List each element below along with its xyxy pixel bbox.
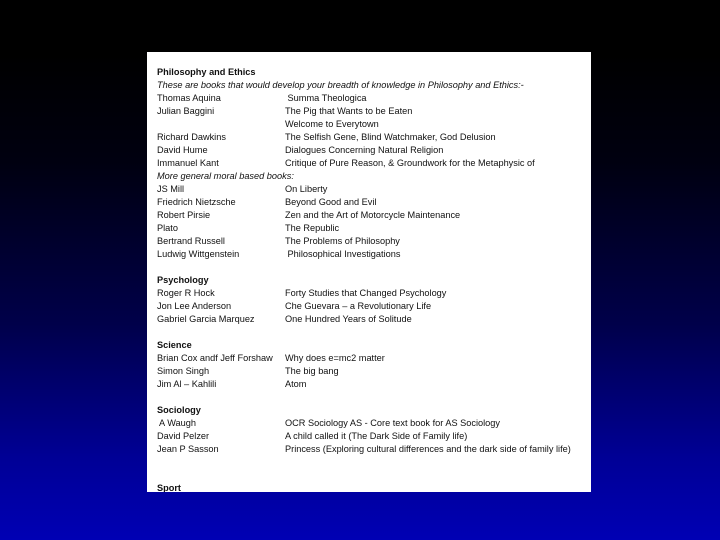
- book-title: The Republic: [285, 223, 340, 233]
- book-author: Jean P Sasson: [157, 444, 219, 454]
- book-author: Plato: [157, 223, 178, 233]
- book-row: [157, 443, 587, 469]
- book-title: Why does e=mc2 matter: [285, 353, 385, 363]
- book-author: Friedrich Nietzsche: [157, 197, 236, 207]
- book-title: Welcome to Everytown: [285, 119, 379, 129]
- section-heading-science: Science: [157, 340, 192, 350]
- book-row: [157, 92, 587, 105]
- section-spacer: [157, 261, 587, 274]
- book-title: The Selfish Gene, Blind Watchmaker, God Delusion: [285, 132, 496, 142]
- book-title: Philosophical Investigations: [285, 249, 401, 259]
- book-title: OCR Sociology AS - Core text book for AS Sociology: [285, 418, 500, 428]
- book-author: Julian Baggini: [157, 106, 215, 116]
- book-row: [157, 105, 587, 118]
- book-author: A Waugh: [157, 418, 196, 428]
- book-title: A child called it (The Dark Side of Family life): [285, 431, 468, 441]
- book-author: Robert Pirsie: [157, 210, 211, 220]
- book-row: [157, 352, 587, 365]
- reading-list: [157, 66, 587, 492]
- book-author: Richard Dawkins: [157, 132, 226, 142]
- book-author: Jim Al – Kahlili: [157, 379, 217, 389]
- book-author: Bertrand Russell: [157, 236, 225, 246]
- section-heading-sport: Sport: [157, 483, 181, 492]
- book-row: [157, 118, 587, 131]
- book-title: Zen and the Art of Motorcycle Maintenance: [285, 210, 461, 220]
- book-author: JS Mill: [157, 184, 185, 194]
- book-title: Beyond Good and Evil: [285, 197, 377, 207]
- section-spacer: [157, 469, 587, 482]
- book-row: [157, 157, 587, 170]
- book-row: [157, 131, 587, 144]
- book-row: [157, 417, 587, 430]
- book-title: The Problems of Philosophy: [285, 236, 400, 246]
- book-row: [157, 209, 587, 222]
- book-title: Atom: [285, 379, 307, 389]
- book-row: [157, 144, 587, 157]
- book-author: Simon Singh: [157, 366, 210, 376]
- book-title: Princess (Exploring cultural differences and the dark side of family life): [285, 444, 571, 454]
- book-title: Summa Theologica: [285, 93, 367, 103]
- book-author: David Hume: [157, 145, 208, 155]
- section-heading-philosophy: Philosophy and Ethics: [157, 67, 256, 77]
- book-title: On Liberty: [285, 184, 328, 194]
- book-row: [157, 183, 587, 196]
- book-author: Jon Lee Anderson: [157, 301, 232, 311]
- book-author: Roger R Hock: [157, 288, 215, 298]
- book-title: One Hundred Years of Solitude: [285, 314, 412, 324]
- section-spacer: [157, 391, 587, 404]
- book-author: David Pelzer: [157, 431, 210, 441]
- book-row: [157, 235, 587, 248]
- book-row: [157, 313, 587, 326]
- book-author: Thomas Aquina: [157, 93, 221, 103]
- book-row: [157, 248, 587, 261]
- book-title: Forty Studies that Changed Psychology: [285, 288, 447, 298]
- section-intro-philosophy: These are books that would develop your breadth of knowledge in Philosophy and Ethics:-: [157, 80, 524, 90]
- section-subheading-moral: More general moral based books:: [157, 171, 294, 181]
- book-row: [157, 300, 587, 313]
- book-title: Dialogues Concerning Natural Religion: [285, 145, 444, 155]
- book-row: [157, 365, 587, 378]
- section-heading-psychology: Psychology: [157, 275, 209, 285]
- section-heading-sociology: Sociology: [157, 405, 201, 415]
- document-page: [147, 52, 591, 492]
- book-row: [157, 378, 587, 391]
- book-title: Che Guevara – a Revolutionary Life: [285, 301, 432, 311]
- book-author: Gabriel Garcia Marquez: [157, 314, 255, 324]
- book-row: [157, 222, 587, 235]
- book-title: Critique of Pure Reason, & Groundwork for the Metaphysic of: [285, 158, 535, 168]
- book-author: Ludwig Wittgenstein: [157, 249, 240, 259]
- book-author: Brian Cox andf Jeff Forshaw: [157, 353, 273, 363]
- book-row: [157, 287, 587, 300]
- book-row: [157, 430, 587, 443]
- book-title: The Pig that Wants to be Eaten: [285, 106, 413, 116]
- book-row: [157, 196, 587, 209]
- book-author: Immanuel Kant: [157, 158, 219, 168]
- book-title: The big bang: [285, 366, 339, 376]
- section-spacer: [157, 326, 587, 339]
